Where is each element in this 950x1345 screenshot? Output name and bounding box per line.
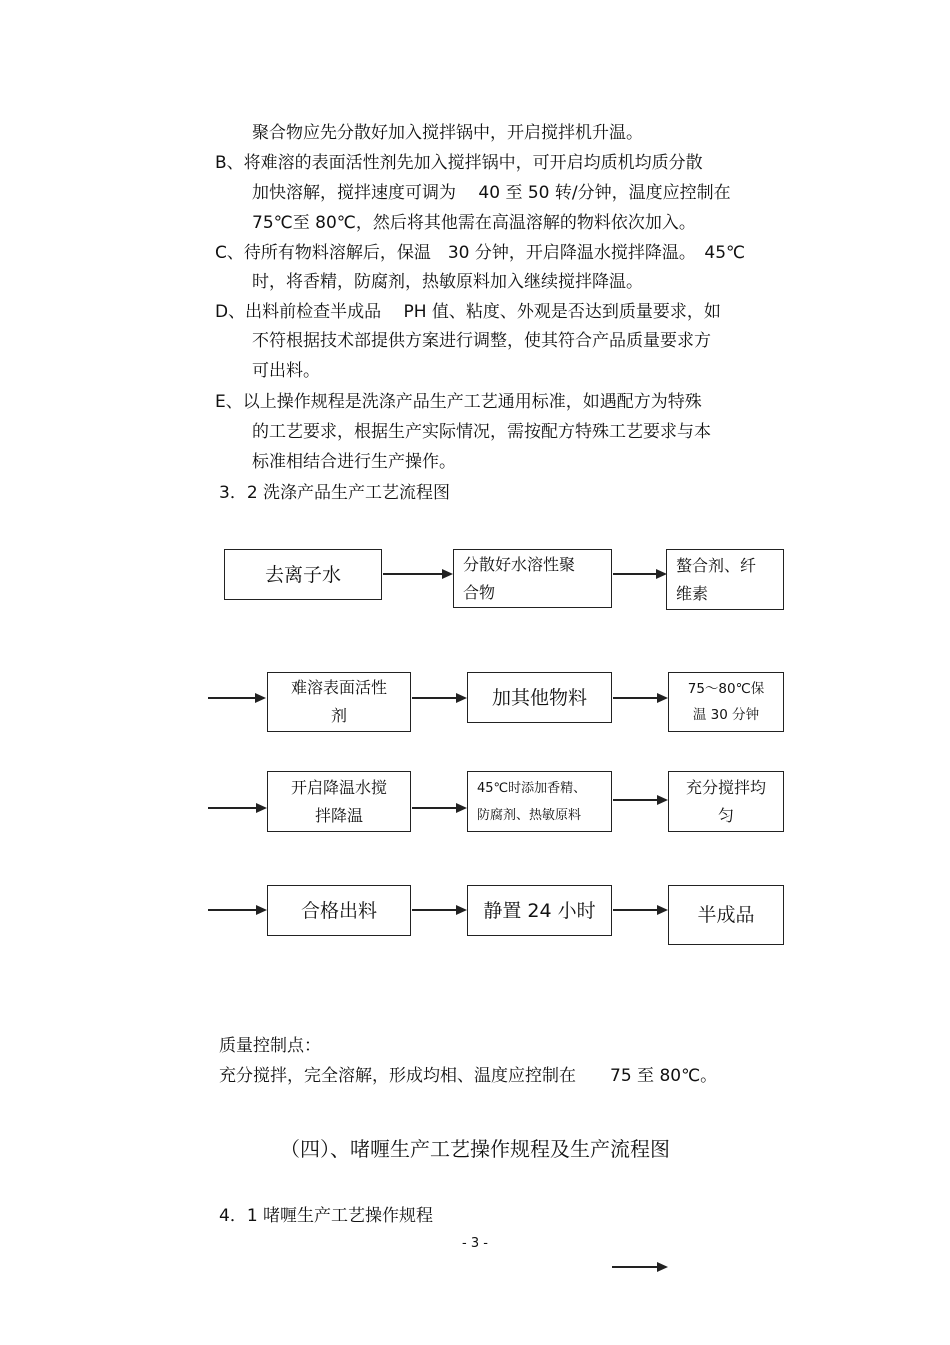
flow-arrow — [412, 807, 465, 809]
flow-box-label: 防腐剂、热敏原料 — [477, 807, 582, 823]
flow-box-semi-finished — [668, 885, 784, 945]
flow-box-qualified-output — [267, 885, 411, 936]
flow-arrow — [412, 697, 465, 699]
paragraph-d-line-1: D、出料前检查半成品 PH 值、粘度、外观是否达到质量要求，如 — [215, 302, 721, 322]
flow-box-full-stir — [668, 771, 784, 832]
flow-box-label: 拌降温 — [314, 805, 363, 825]
page-number: - 3 - — [462, 1236, 488, 1251]
flow-box-heat-preservation — [668, 672, 784, 732]
paragraph-b-line-3: 75℃至 80℃，然后将其他需在高温溶解的物料依次加入。 — [252, 213, 696, 233]
flow-box-label: 开启降温水搅 — [290, 777, 387, 797]
flow-box-label: 剂 — [330, 706, 347, 725]
flow-box-add-fragrance — [467, 771, 612, 832]
paragraph-b-line-1: B、将难溶的表面活性剂先加入搅拌锅中，可开启均质机均质分散 — [215, 153, 703, 173]
quality-control-title: 质量控制点： — [219, 1036, 321, 1056]
flow-arrow — [383, 573, 451, 575]
flow-box-label: 半成品 — [697, 904, 755, 926]
section-4-heading: （四）、啫喱生产工艺操作规程及生产流程图 — [280, 1137, 670, 1161]
paragraph-c-line-2: 时，将香精，防腐剂，热敏原料加入继续搅拌降温。 — [252, 272, 643, 292]
flow-arrow — [208, 807, 265, 809]
flow-box-label: 45℃时添加香精、 — [477, 780, 587, 796]
flow-arrow — [412, 909, 465, 911]
flow-arrow — [613, 573, 665, 575]
flow-box-label: 合格出料 — [300, 899, 377, 922]
flow-arrow — [208, 697, 264, 699]
flow-box-label: 维素 — [676, 583, 709, 603]
section-4-1-heading: 4．1 啫喱生产工艺操作规程 — [219, 1206, 434, 1226]
flow-box-label: 难溶表面活性 — [290, 678, 387, 697]
quality-control-text: 充分搅拌，完全溶解，形成均相、温度应控制在 75 至 80℃。 — [219, 1066, 718, 1086]
flow-box-polymer — [453, 549, 612, 608]
flow-box-label: 分散好水溶性聚 — [463, 554, 576, 574]
section-3-2-heading: 3．2 洗涤产品生产工艺流程图 — [219, 483, 451, 503]
flow-arrow — [613, 697, 666, 699]
flow-box-label: 75～80℃保 — [687, 681, 765, 697]
flow-box-label: 匀 — [717, 805, 734, 825]
paragraph-e-line-1: E、以上操作规程是洗涤产品生产工艺通用标准，如遇配方为特殊 — [215, 392, 702, 412]
flow-box-label: 去离子水 — [264, 563, 341, 586]
flow-box-cooling-stir — [267, 771, 411, 832]
flow-arrow — [613, 799, 666, 801]
flow-box-deionized-water — [224, 549, 382, 600]
paragraph-b-line-2: 加快溶解，搅拌速度可调为 40 至 50 转/分钟，温度应控制在 — [252, 183, 731, 203]
flow-arrow — [208, 909, 265, 911]
flow-box-other-materials — [467, 672, 612, 723]
paragraph-d-line-2: 不符根据技术部提供方案进行调整，使其符合产品质量要求方 — [252, 331, 711, 351]
paragraph-e-line-3: 标准相结合进行生产操作。 — [252, 452, 456, 472]
paragraph-e-line-2: 的工艺要求，根据生产实际情况，需按配方特殊工艺要求与本 — [252, 422, 711, 442]
flow-arrow — [613, 909, 666, 911]
paragraph-a-line-1: 聚合物应先分散好加入搅拌锅中，开启搅拌机升温。 — [252, 123, 643, 143]
flow-box-label: 温 30 分钟 — [692, 707, 760, 723]
flow-box-chelating-agent — [666, 549, 784, 610]
flow-box-label: 合物 — [463, 582, 496, 602]
flow-box-surfactant — [267, 672, 411, 732]
flow-box-label: 静置 24 小时 — [483, 899, 596, 922]
flow-box-label: 加其他物料 — [491, 686, 587, 709]
paragraph-c-line-1: C、待所有物料溶解后，保温 30 分钟，开启降温水搅拌降温。 45℃ — [215, 243, 746, 263]
flow-box-stand-24h — [467, 885, 612, 936]
paragraph-d-line-3: 可出料。 — [252, 361, 320, 381]
flow-box-label: 螯合剂、纤 — [676, 555, 757, 575]
flow-arrow — [612, 1266, 666, 1268]
flow-box-label: 充分搅拌均 — [685, 777, 766, 797]
